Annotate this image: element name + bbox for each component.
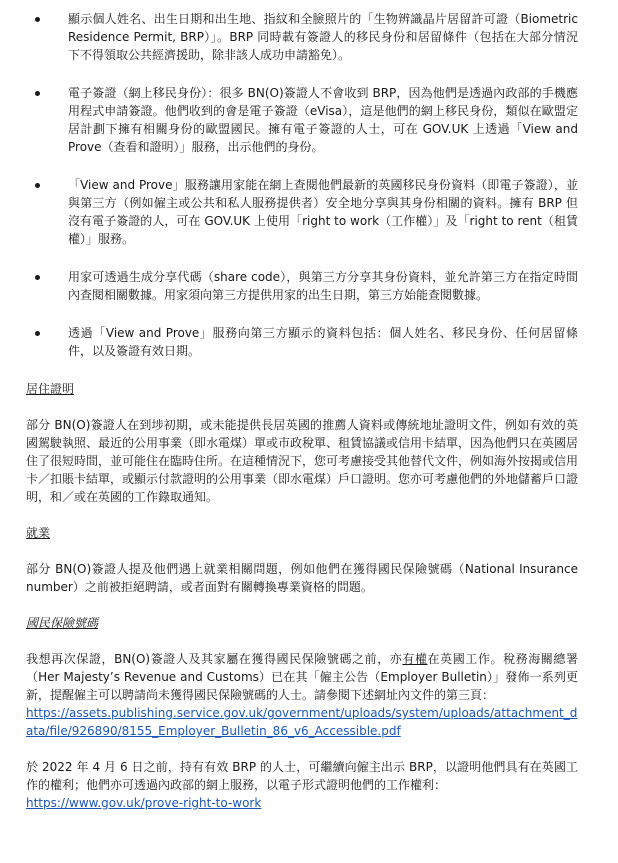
employer-bulletin-link[interactable]: https://assets.publishing.service.gov.uk/government/uploads/system/uploads/attachment_data/file/926890/8155_Employer_Bulletin_86_v6_Accessible.pdf — [26, 706, 578, 738]
nin-paragraph-2-text: 於 2022 年 4 月 6 日之前，持有有效 BRP 的人士，可繼續向僱主出示 BRP，以證明他們具有在英國工作的權利；他們亦可透過內政部的網上服務，以電子形式證明他們的工作權利： — [26, 760, 578, 792]
bullet-item-brp: 顯示個人姓名、出生日期和出生地、指紋和全臉照片的「生物辨識晶片居留許可證（Biometric Residence Permit, BRP）」。BRP 同時載有簽證人的移民身份和居留條件（包括在大部分情況下不得領取公共經濟援助，除非該人成功申請豁免）。 — [26, 10, 578, 64]
nin-text-before: 我想再次保證，BN(O)簽證人及其家屬在獲得國民保險號碼之前，亦 — [26, 652, 403, 666]
nin-heading: 國民保險號碼 — [26, 616, 99, 630]
bullet-item-shown-info: 透過「View and Prove」服務向第三方顯示的資料包括：個人姓名、移民身份、任何居留條件，以及簽證有效日期。 — [26, 324, 578, 360]
bullet-item-share-code: 用家可透過生成分享代碼（share code），與第三方分享其身份資料，並允許第三方在指定時間內查閱相關數據。用家須向第三方提供用家的出生日期，第三方始能查閱數據。 — [26, 268, 578, 304]
bullet-item-evisa: 電子簽證（網上移民身份）：很多 BN(O)簽證人不會收到 BRP，因為他們是透過內政部的手機應用程式申請簽證。他們收到的會是電子簽證（eVisa），這是他們的網上移民身份，類似在歐盟定居計劃下擁有相關身份的歐盟國民。擁有電子簽證的人士，可在 GOV.UK 上透過「View and Prove（查看和證明）」服務，出示他們的身份。 — [26, 84, 578, 156]
residence-heading: 居住證明 — [26, 382, 75, 396]
nin-text-after: 在英國工作。稅務海關總署（Her Majesty’s Revenue and Customs）已在其「僱主公告（Employer Bulletin）」發佈一系列更新，提醒僱主可以聘請尚未獲得國民保險號碼的人士。請參閱下述網址內文件的第三頁： — [26, 652, 578, 702]
nin-emphasis: 有權 — [402, 652, 428, 666]
bullet-item-view-and-prove: 「View and Prove」服務讓用家能在網上查閱他們最新的英國移民身份資料（即電子簽證），並與第三方（例如僱主或公共和私人服務提供者）安全地分享與其身份相關的資料。擁有 BRP 但沒有電子簽證的人，可在 GOV.UK 上使用「right to work（工作權）」及「right to rent（租賃權）」服務。 — [26, 176, 578, 248]
employment-heading: 就業 — [26, 526, 51, 540]
prove-right-to-work-link[interactable]: https://www.gov.uk/prove-right-to-work — [26, 796, 262, 810]
nin-paragraph-1 — [26, 650, 578, 740]
residence-paragraph: 部分 BN(O)簽證人在到埗初期，或未能提供長居英國的推薦人資料或傳統地址證明文件，例如有效的英國駕駛執照、最近的公用事業（即水電煤）單或市政稅單、租賃協議或信用卡結單，因為他們只在英國居住了很短時間，並可能住在臨時住所。在這種情況下，您可考慮接受其他替代文件，例如海外按揭或信用卡／扣賬卡結單，或顯示付款證明的公用事業（即水電煤）戶口證明。您亦可考慮他們的外地儲蓄戶口證明，和／或在英國的工作錄取通知。 — [26, 418, 579, 504]
nin-paragraph-2 — [26, 758, 578, 812]
employment-paragraph: 部分 BN(O)簽證人提及他們遇上就業相關問題，例如他們在獲得國民保險號碼（National Insurance number）之前被拒絕聘請，或者面對有關轉換專業資格的問題。 — [26, 562, 578, 594]
bullet-list — [26, 10, 578, 360]
